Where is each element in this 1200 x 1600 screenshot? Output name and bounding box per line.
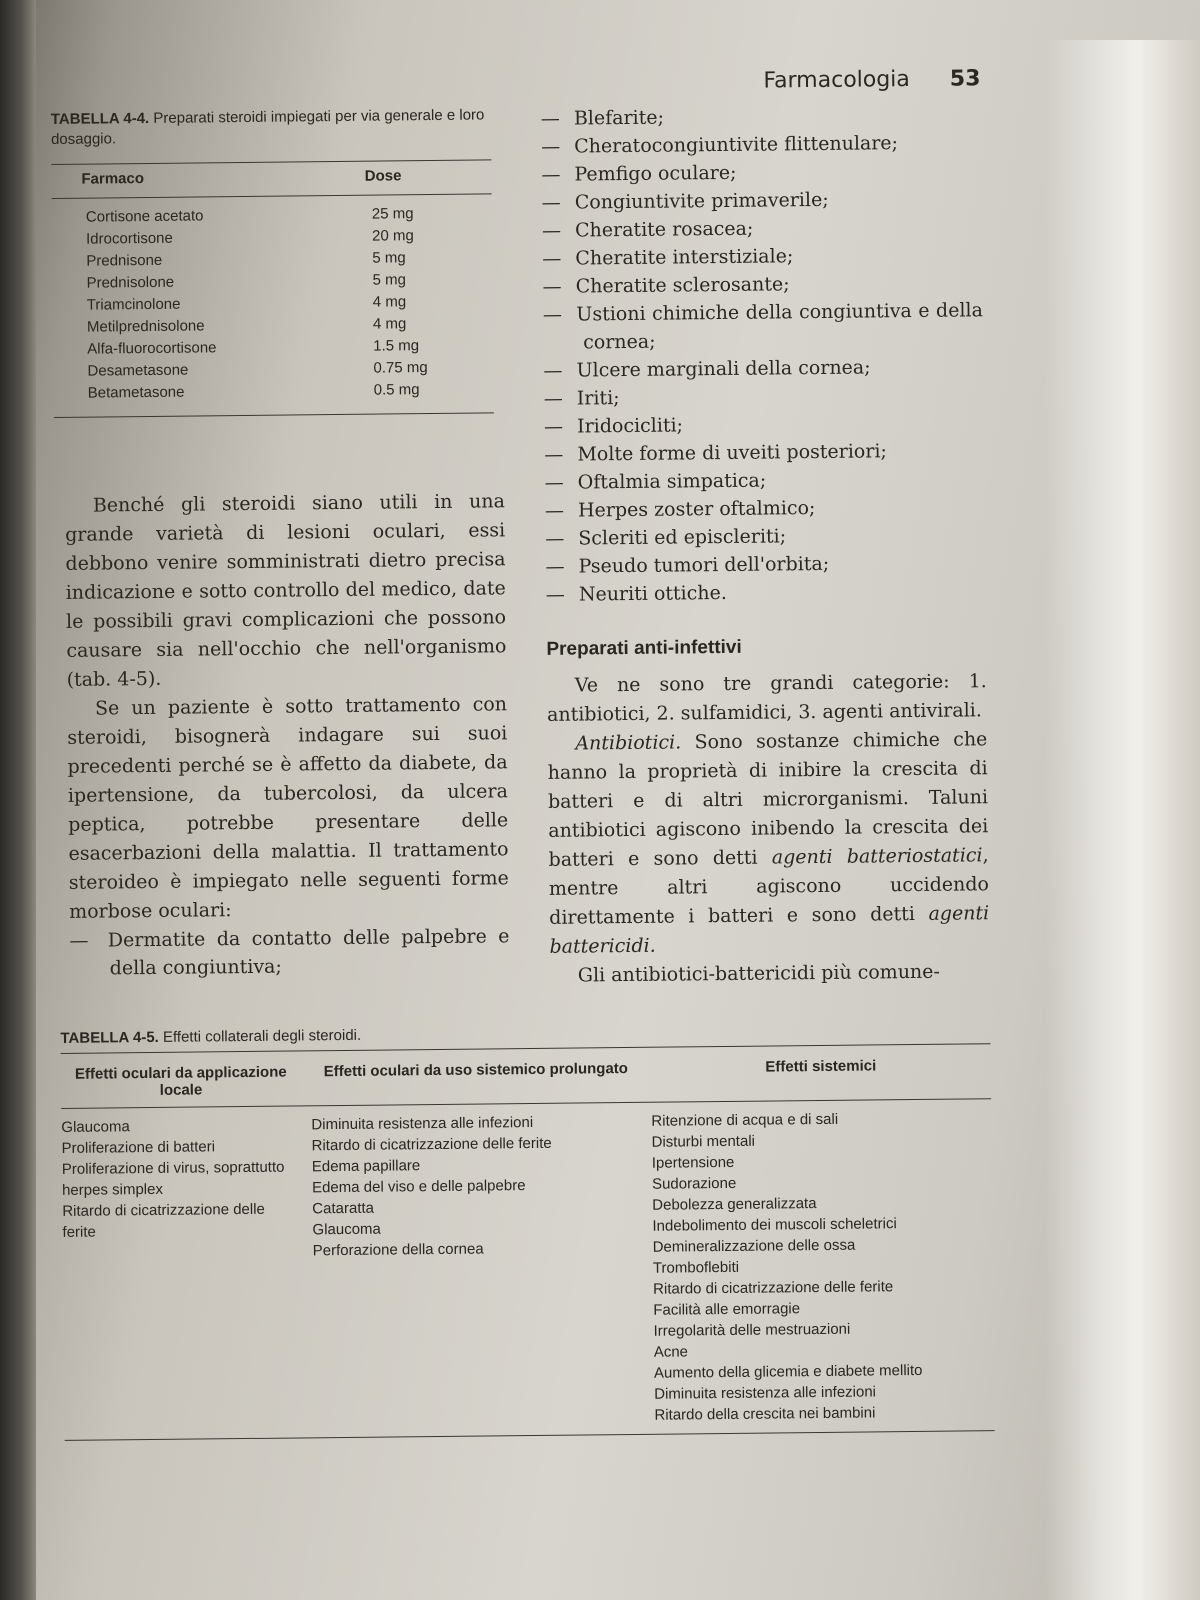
list-item: Ritardo di cicatrizzazione delle ferite (311, 1134, 552, 1155)
list-item: Cataratta (312, 1199, 375, 1218)
page-edges (1045, 40, 1200, 1600)
table-rule (65, 1430, 995, 1441)
table-4-5 (60, 1020, 994, 1441)
list-item: — Iridocicliti; (544, 408, 984, 441)
right-column (541, 100, 990, 991)
list-item: Ipertensione (651, 1153, 735, 1172)
section-title: Farmacologia (763, 66, 910, 94)
list-item: — Ulcere marginali della cornea; (543, 352, 983, 385)
paragraph: Benché gli steroidi siano utili in una grande varietà di lesioni oculari, essi debbono venire somministrati dietro precisa indicazione e sotto controllo del medico, date le possibili gravi complicazioni che possono causare sia nell'occhio che nell'organismo (tab. 4-5). (65, 490, 507, 691)
list-item: — Congiuntivite primaverile; (542, 184, 982, 217)
table-row (54, 378, 494, 405)
drug-dose: 1.5 mg (373, 337, 420, 355)
drug-name: Metilprednisolone (86, 317, 205, 336)
list-item: Demineralizzazione delle ossa (652, 1236, 856, 1256)
drug-name: Idrocortisone (85, 229, 173, 248)
drug-dose: 4 mg (372, 315, 407, 333)
list-item: Sudorazione (651, 1174, 737, 1193)
list-item: — Pseudo tumori dell'orbita; (545, 548, 985, 581)
emphasis: Antibiotici. (575, 731, 682, 755)
page-number: 53 (949, 66, 981, 92)
drug-dose: 0.75 mg (373, 359, 428, 377)
list-item: Ritardo di cicatrizzazione delle ferite (653, 1278, 894, 1298)
drug-name: Prednisolone (86, 273, 175, 292)
emphasis: agenti battericidi. (549, 902, 990, 958)
caption-text: Preparati steroidi impiegati per via generale e loro dosaggio. (50, 106, 485, 148)
drug-name: Alfa-fluorocortisone (87, 339, 217, 358)
header-local: Effetti oculari da applicazione locale (74, 1063, 287, 1099)
column-local (61, 1114, 314, 1432)
list-item: Ritardo di cicatrizzazione delle ferite (62, 1200, 265, 1241)
table-body (61, 1099, 994, 1432)
list-item: — Pemfigo oculare; (541, 156, 981, 189)
list-item: Indebolimento dei muscoli scheletrici (652, 1215, 897, 1235)
list-item: — Oftalmia simpatica; (545, 464, 985, 497)
list-item: — Dermatite da contatto delle palpebre e della congiuntiva; (69, 922, 510, 983)
list-item: Glaucoma (312, 1220, 381, 1239)
list-item: Diminuita resistenza alle infezioni (311, 1114, 534, 1134)
list-item: — Cheratocongiuntivite flittenulare; (541, 128, 981, 161)
indication-list (541, 100, 986, 609)
drug-name: Triamcinolone (86, 295, 181, 314)
list-item: — Scleriti ed episcleriti; (545, 520, 985, 553)
paragraph: Gli antibiotici-battericidi più comune- (577, 960, 941, 987)
text-run: Sono sostanze chimiche che hanno la proprietà di inibire la crescita di batteri e di altri microrganismi. Taluni antibiotici agiscono inibendo la crescita dei batteri e sono detti (547, 728, 989, 871)
table-4-4 (51, 105, 494, 418)
drug-dose: 5 mg (372, 271, 406, 289)
drug-name: Cortisone acetato (85, 207, 204, 226)
list-item: Irregolarità delle mestruazioni (653, 1320, 851, 1340)
list-item: Debolezza generalizzata (652, 1195, 817, 1214)
table-body (52, 202, 494, 405)
list-item: Diminuita resistenza alle infezioni (654, 1383, 877, 1403)
list-item: Acne (653, 1343, 689, 1361)
caption-label: TABELLA 4-5. (60, 1028, 159, 1047)
running-header (763, 66, 980, 93)
list-item: Disturbi mentali (651, 1132, 756, 1151)
table-header (61, 1044, 992, 1109)
caption-label: TABELLA 4-4. (50, 109, 150, 128)
column-systemic (651, 1107, 994, 1426)
table-rule (54, 412, 494, 418)
list-item: — Herpes zoster oftalmico; (545, 492, 985, 525)
drug-dose: 4 mg (372, 293, 407, 311)
list-item: — Cheratite rosacea; (542, 212, 982, 245)
list-item: — Blefarite; (541, 100, 981, 133)
indication-list (69, 922, 510, 983)
drug-dose: 20 mg (371, 227, 414, 245)
left-column (65, 487, 510, 983)
text-run: , mentre altri agiscono uccidendo direttamente i batteri e sono detti (548, 844, 990, 929)
list-item: Ritenzione di acqua e di sali (651, 1110, 839, 1130)
table-4-4-caption (51, 105, 491, 150)
column-prolonged (311, 1111, 654, 1430)
header-drug: Farmaco (81, 170, 145, 188)
page-content (50, 30, 1026, 1580)
header-prolonged: Effetti oculari da uso sistemico prolungato (323, 1060, 629, 1081)
drug-name: Desametasone (87, 361, 189, 380)
list-item: — Iriti; (544, 380, 984, 413)
list-item: Glaucoma (61, 1118, 130, 1136)
caption-text: Effetti collaterali degli steroidi. (162, 1026, 362, 1046)
list-item: Proliferazione di batteri (61, 1138, 216, 1157)
list-item: Facilità alle emorragie (653, 1300, 801, 1319)
list-item: Aumento della glicemia e diabete mellito (653, 1361, 923, 1382)
paragraph (547, 725, 989, 962)
drug-name: Prednisone (86, 251, 163, 270)
list-item: — Molte forme di uveiti posteriori; (544, 436, 984, 469)
list-item: Proliferazione di virus, soprattutto herpes simplex (61, 1158, 285, 1199)
list-item: Edema del viso e delle palpebre (311, 1177, 526, 1197)
list-item: Ritardo della crescita nei bambini (654, 1404, 876, 1424)
drug-dose: 25 mg (371, 205, 414, 223)
header-dose: Dose (364, 167, 402, 185)
list-item: Perforazione della cornea (312, 1240, 484, 1260)
paragraph: Se un paziente è sotto trattamento con steroidi, bisognerà indagare sui suoi precedenti perché se è affetto da diabete, da ipertensione, da tubercolosi, da ulcera peptica, potrebbe presentare delle esacerbazioni della malattia. Il trattamento steroideo è impiegato nelle seguenti forme morbose oculari: (67, 693, 509, 923)
book-gutter (0, 0, 36, 1600)
list-item: — Ustioni chimiche della congiuntiva e della cornea; (543, 296, 984, 357)
paragraph: Ve ne sono tre grandi categorie: 1. antibiotici, 2. sulfamidici, 3. agenti antivirali. (546, 670, 987, 726)
emphasis: agenti batteriostatici (771, 844, 983, 869)
list-item: — Cheratite interstiziale; (542, 240, 982, 273)
table-header (51, 160, 491, 198)
header-systemic: Effetti sistemici (765, 1057, 877, 1076)
list-item: Edema papillare (311, 1157, 421, 1176)
section-subheading: Preparati anti-infettivi (546, 636, 742, 660)
list-item: — Neuriti ottiche. (546, 576, 986, 609)
drug-name: Betametasone (87, 383, 185, 402)
list-item: Tromboflebiti (652, 1258, 740, 1277)
drug-dose: 5 mg (372, 249, 406, 267)
list-item: — Cheratite sclerosante; (542, 268, 982, 301)
drug-dose: 0.5 mg (373, 381, 420, 399)
